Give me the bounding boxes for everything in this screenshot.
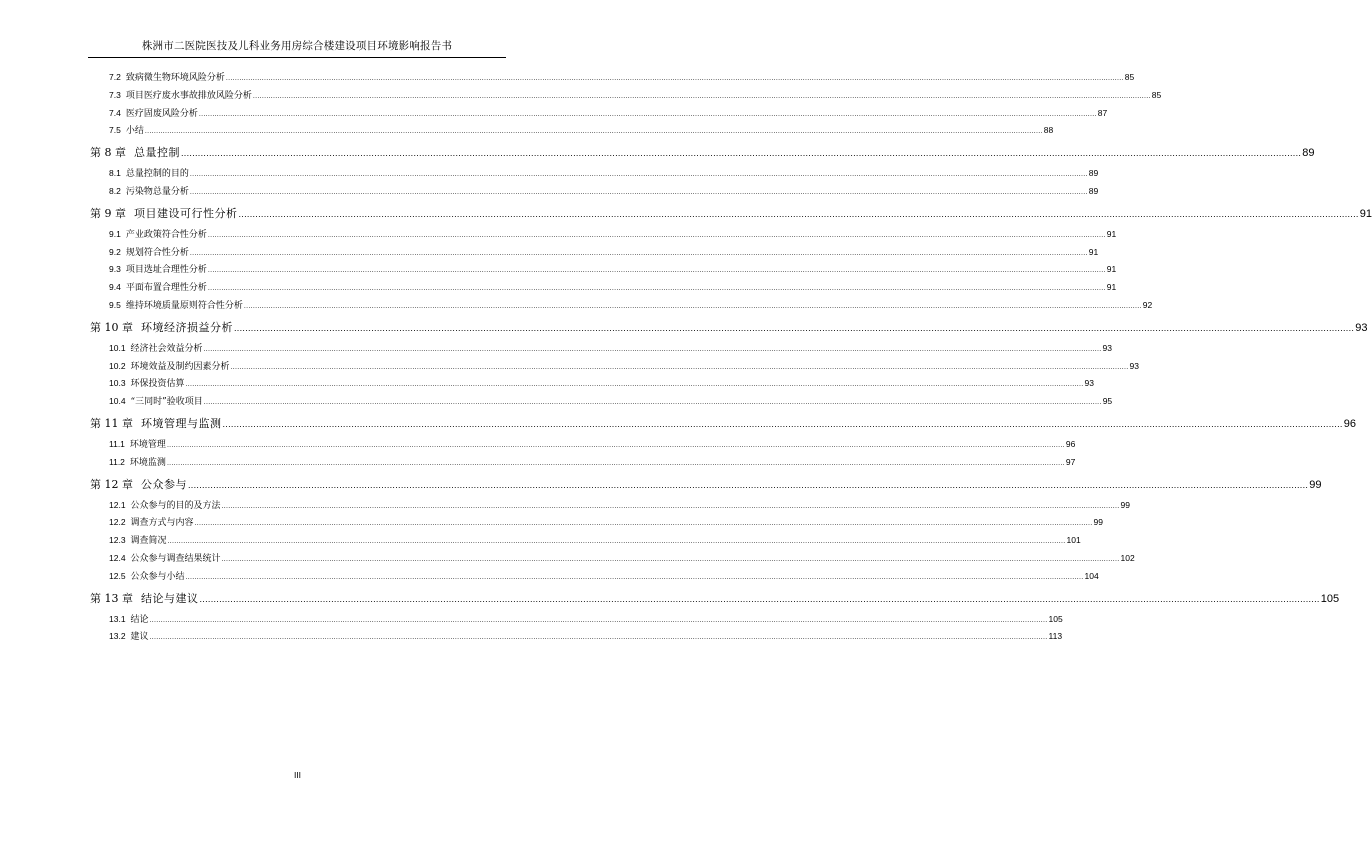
toc-entry-number: 7.5	[109, 125, 121, 136]
toc-leader-dots: ................................................................................................................................................................................................................................................................................................................................................................................................................	[234, 322, 1355, 333]
toc-entry-title: 环保投资估算	[130, 379, 185, 390]
toc-entry-number: 8.1	[109, 168, 121, 179]
toc-entry-title: 污染物总量分析	[125, 186, 189, 197]
toc-entry-page: 93	[1129, 360, 1139, 371]
toc-entry-number: 12.1	[109, 499, 126, 510]
toc-chapter-entry[interactable]	[88, 590, 1340, 612]
toc-leader-dots: ................................................................................................................................................................................................................................................................................................................................................................................................................	[252, 92, 1151, 100]
toc-leader-dots: ................................................................................................................................................................................................................................................................................................................................................................................................................	[238, 208, 1359, 219]
toc-leader-dots: ................................................................................................................................................................................................................................................................................................................................................................................................................	[181, 148, 1302, 159]
toc-section-entry[interactable]	[88, 394, 1113, 412]
toc-chapter-entry[interactable]	[88, 144, 1315, 166]
toc-entry-title: 环境管理	[129, 439, 166, 450]
toc-entry-number: 9.5	[109, 299, 121, 310]
toc-leader-dots: ................................................................................................................................................................................................................................................................................................................................................................................................................	[221, 555, 1120, 563]
toc-entry-title: 环境管理与监测	[141, 416, 222, 430]
toc-entry-number: 9.3	[109, 264, 121, 275]
toc-entry-number: 12.5	[109, 570, 126, 581]
toc-entry-number: 第 13 章	[90, 591, 133, 605]
toc-entry-page: 91	[1088, 246, 1099, 257]
toc-entry-title: 总量控制的目的	[125, 169, 189, 180]
toc-entry-title: 公众参与	[141, 477, 187, 491]
toc-section-entry[interactable]	[88, 437, 1076, 455]
toc-section-entry[interactable]	[88, 515, 1103, 533]
toc-entry-title: 项目选址合理性分析	[125, 265, 207, 276]
header-rule	[88, 57, 506, 58]
toc-entry-number: 8.2	[109, 185, 121, 196]
toc-section-entry[interactable]	[88, 551, 1135, 569]
toc-entry-title: 公众参与调查结果统计	[130, 553, 221, 564]
toc-entry-number: 第 10 章	[90, 320, 133, 334]
toc-entry-page: 96	[1065, 438, 1076, 449]
toc-entry-number: 10.4	[109, 396, 126, 407]
toc-section-entry[interactable]	[88, 376, 1094, 394]
toc-entry-number: 7.2	[109, 72, 121, 82]
toc-leader-dots: ................................................................................................................................................................................................................................................................................................................................................................................................................	[166, 441, 1065, 449]
toc-entry-number: 9.4	[109, 282, 121, 293]
toc-entry-number: 10.2	[109, 360, 126, 371]
toc-entry-number: 7.4	[109, 107, 121, 118]
toc-section-entry[interactable]	[88, 455, 1076, 473]
toc-entry-title: 规划符合性分析	[125, 247, 189, 258]
toc-entry-title: 致病微生物环境风险分析	[125, 73, 225, 83]
toc-section-entry[interactable]	[88, 280, 1117, 298]
toc-entry-page: 89	[1302, 147, 1315, 160]
toc-leader-dots: ................................................................................................................................................................................................................................................................................................................................................................................................................	[189, 171, 1088, 179]
toc-entry-page: 87	[1097, 107, 1108, 118]
toc-entry-title: 公众参与小结	[130, 571, 185, 582]
toc-leader-dots: ................................................................................................................................................................................................................................................................................................................................................................................................................	[144, 128, 1043, 136]
toc-entry-number: 7.3	[109, 89, 121, 100]
table-of-contents	[88, 70, 1372, 647]
toc-section-entry[interactable]	[88, 227, 1117, 245]
toc-entry-title: 项目医疗废水事故排放风险分析	[125, 90, 252, 101]
toc-entry-title: 小结	[125, 126, 144, 137]
toc-entry-title: 环境经济损益分析	[141, 320, 233, 334]
toc-section-entry[interactable]	[88, 359, 1139, 377]
toc-section-entry[interactable]	[88, 88, 1162, 106]
toc-entry-number: 第 9 章	[90, 206, 126, 220]
toc-entry-number: 12.3	[109, 535, 126, 546]
toc-section-entry[interactable]	[88, 106, 1108, 124]
toc-entry-page: 89	[1088, 185, 1099, 196]
toc-entry-title: 总量控制	[134, 146, 180, 160]
toc-entry-number: 13.1	[109, 613, 126, 624]
toc-section-entry[interactable]	[88, 498, 1130, 516]
toc-entry-title: 环境监测	[129, 457, 166, 468]
toc-entry-page: 91	[1106, 264, 1117, 275]
toc-entry-title: 维持环境质量原则符合性分析	[125, 300, 243, 311]
toc-leader-dots: ................................................................................................................................................................................................................................................................................................................................................................................................................	[207, 285, 1106, 293]
toc-entry-page: 97	[1065, 456, 1076, 467]
toc-section-entry[interactable]	[88, 298, 1153, 316]
toc-entry-title: 产业政策符合性分析	[125, 229, 207, 240]
toc-entry-number: 9.1	[109, 228, 121, 239]
toc-entry-title: 调查方式与内容	[130, 518, 194, 529]
toc-leader-dots: ................................................................................................................................................................................................................................................................................................................................................................................................................	[198, 110, 1097, 118]
toc-section-entry[interactable]	[88, 166, 1099, 184]
toc-entry-page: 91	[1359, 207, 1372, 220]
toc-entry-title: 结论	[130, 614, 149, 625]
toc-leader-dots: ................................................................................................................................................................................................................................................................................................................................................................................................................	[225, 75, 1124, 82]
toc-entry-title: “三同时”验收项目	[130, 397, 203, 408]
page-number: III	[293, 770, 302, 780]
toc-entry-page: 89	[1088, 168, 1099, 179]
toc-entry-title: 调查简况	[130, 536, 167, 547]
toc-section-entry[interactable]	[88, 262, 1117, 280]
toc-entry-page: 101	[1066, 535, 1081, 546]
toc-chapter-entry[interactable]	[88, 319, 1368, 341]
toc-section-entry[interactable]	[88, 612, 1063, 630]
toc-section-entry[interactable]	[88, 569, 1099, 587]
toc-entry-number: 第 11 章	[90, 416, 133, 430]
toc-leader-dots: ................................................................................................................................................................................................................................................................................................................................................................................................................	[194, 520, 1093, 528]
toc-entry-page: 85	[1151, 89, 1162, 100]
toc-entry-number: 10.1	[109, 342, 126, 353]
toc-section-entry[interactable]	[88, 629, 1063, 647]
toc-entry-page: 96	[1343, 417, 1356, 430]
toc-leader-dots: ................................................................................................................................................................................................................................................................................................................................................................................................................	[188, 479, 1309, 490]
toc-entry-number: 10.3	[109, 378, 126, 389]
toc-entry-title: 项目建设可行性分析	[134, 206, 238, 220]
toc-entry-page: 91	[1106, 282, 1117, 293]
toc-entry-page: 99	[1120, 499, 1130, 510]
toc-entry-title: 经济社会效益分析	[130, 343, 203, 354]
toc-entry-page: 113	[1048, 631, 1063, 642]
toc-leader-dots: ................................................................................................................................................................................................................................................................................................................................................................................................................	[207, 267, 1106, 275]
toc-entry-page: 104	[1084, 570, 1099, 581]
toc-section-entry[interactable]	[88, 341, 1112, 359]
toc-entry-title: 建议	[130, 632, 149, 643]
toc-entry-page: 88	[1043, 125, 1054, 136]
toc-leader-dots: ................................................................................................................................................................................................................................................................................................................................................................................................................	[222, 418, 1343, 429]
toc-leader-dots: ................................................................................................................................................................................................................................................................................................................................................................................................................	[230, 363, 1129, 371]
page-header: 株洲市二医院医技及儿科业务用房综合楼建设项目环境影响报告书	[141, 40, 453, 52]
toc-leader-dots: ................................................................................................................................................................................................................................................................................................................................................................................................................	[189, 249, 1088, 257]
toc-entry-page: 93	[1102, 342, 1112, 353]
toc-entry-page: 92	[1142, 299, 1153, 310]
toc-entry-page: 99	[1309, 478, 1322, 491]
toc-entry-page: 105	[1048, 613, 1063, 624]
toc-chapter-entry[interactable]	[88, 476, 1322, 498]
toc-leader-dots: ................................................................................................................................................................................................................................................................................................................................................................................................................	[203, 345, 1102, 353]
toc-entry-title: 结论与建议	[141, 591, 199, 605]
toc-entry-number: 12.2	[109, 517, 126, 528]
toc-entry-number: 11.1	[109, 438, 125, 449]
toc-entry-title: 医疗固废风险分析	[125, 108, 198, 119]
toc-entry-title: 环境效益及制约因素分析	[130, 361, 230, 372]
toc-leader-dots: ................................................................................................................................................................................................................................................................................................................................................................................................................	[149, 616, 1048, 624]
toc-leader-dots: ................................................................................................................................................................................................................................................................................................................................................................................................................	[207, 231, 1106, 239]
toc-entry-title: 平面布置合理性分析	[125, 283, 207, 294]
toc-entry-number: 13.2	[109, 631, 126, 642]
toc-section-entry[interactable]	[88, 184, 1099, 202]
toc-section-entry[interactable]	[88, 245, 1099, 263]
toc-entry-page: 105	[1320, 592, 1340, 605]
toc-section-entry[interactable]	[88, 123, 1054, 141]
toc-entry-number: 9.2	[109, 246, 121, 257]
toc-entry-page: 95	[1102, 396, 1113, 407]
toc-leader-dots: ................................................................................................................................................................................................................................................................................................................................................................................................................	[199, 593, 1320, 604]
toc-leader-dots: ................................................................................................................................................................................................................................................................................................................................................................................................................	[185, 381, 1084, 389]
toc-leader-dots: ................................................................................................................................................................................................................................................................................................................................................................................................................	[243, 302, 1142, 310]
toc-entry-page: 93	[1084, 378, 1094, 389]
toc-entry-page: 99	[1093, 517, 1103, 528]
toc-entry-number: 12.4	[109, 552, 126, 563]
toc-entry-page: 85	[1124, 72, 1135, 82]
toc-entry-page: 91	[1106, 228, 1117, 239]
toc-entry-title: 公众参与的目的及方法	[130, 500, 221, 511]
toc-leader-dots: ................................................................................................................................................................................................................................................................................................................................................................................................................	[189, 188, 1088, 196]
toc-chapter-entry[interactable]	[88, 415, 1356, 437]
toc-entry-page: 102	[1120, 552, 1135, 563]
toc-entry-number: 11.2	[109, 456, 125, 467]
toc-section-entry[interactable]	[88, 533, 1081, 551]
toc-leader-dots: ................................................................................................................................................................................................................................................................................................................................................................................................................	[203, 399, 1102, 407]
toc-leader-dots: ................................................................................................................................................................................................................................................................................................................................................................................................................	[167, 538, 1066, 546]
toc-entry-number: 第 8 章	[90, 146, 126, 160]
toc-leader-dots: ................................................................................................................................................................................................................................................................................................................................................................................................................	[166, 459, 1065, 467]
toc-chapter-entry[interactable]	[88, 205, 1372, 227]
toc-leader-dots: ................................................................................................................................................................................................................................................................................................................................................................................................................	[149, 634, 1048, 642]
toc-entry-page: 93	[1355, 321, 1368, 334]
toc-entry-number: 第 12 章	[90, 477, 133, 491]
toc-section-entry[interactable]	[88, 70, 1135, 88]
toc-leader-dots: ................................................................................................................................................................................................................................................................................................................................................................................................................	[185, 573, 1084, 581]
toc-leader-dots: ................................................................................................................................................................................................................................................................................................................................................................................................................	[221, 502, 1120, 510]
